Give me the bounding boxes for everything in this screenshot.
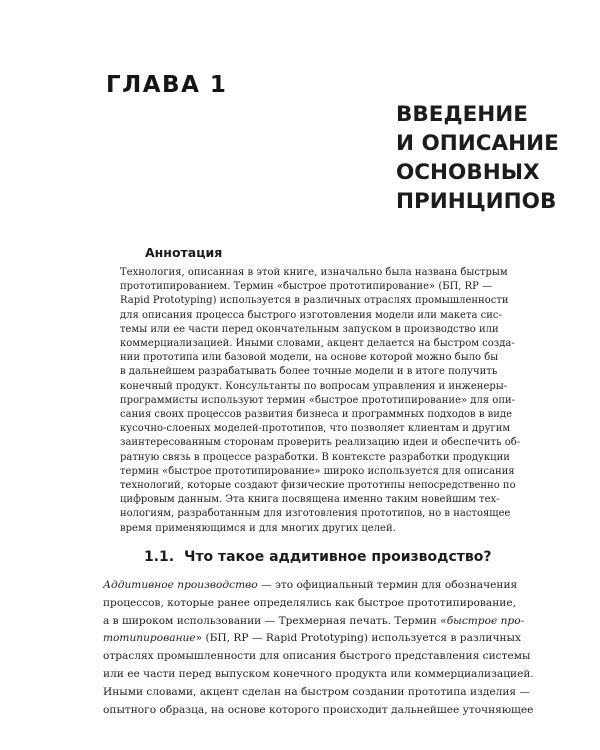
chapter-title — [396, 100, 559, 216]
abstract-line: заинтересованным сторонам проверить реализацию идеи и обеспечить об- — [120, 437, 521, 449]
section-line — [103, 577, 523, 595]
abstract-line: нологиям, разработанным для изготовления прототипов, но в настоящее — [120, 508, 511, 520]
abstract-line: технологий, которые создают физические прототипы непосредственно по — [120, 480, 516, 492]
term-italic: тотипирование — [103, 632, 196, 645]
abstract-line: кусочно-слоеных моделей-прототипов, что позволяет клиентам и другим — [120, 423, 511, 435]
section-line-text: или ее части перед выпуском конечного продукта или коммерциализацией. — [103, 667, 534, 680]
abstract-line: для описания процесса быстрого изготовления модели или макета сис- — [120, 309, 502, 321]
abstract-line: коммерциализацией. Иными словами, акцент делается на быстром созда- — [120, 338, 515, 350]
section-heading — [144, 549, 491, 565]
section-number: 1.1. — [144, 549, 175, 565]
abstract-line: конечный продукт. Консультанты по вопросам управления и инженеры- — [120, 380, 508, 392]
section-line-text: процессов, которые ранее определялись как быстрое прототипирование, — [103, 596, 516, 609]
section-line-text: » (БП, RP — Rapid Prototyping) используется в различных — [195, 632, 521, 645]
section-line-text: отраслях промышленности для описания быстрого представления системы — [103, 650, 531, 663]
section-line — [103, 666, 534, 684]
abstract-heading: Аннотация — [145, 245, 223, 260]
abstract-line: Rapid Prototyping) используется в различных отраслях промышленности — [120, 295, 509, 307]
abstract-body — [120, 266, 521, 536]
abstract-line: термин «быстрое прототипирование» широко используется для описания — [120, 465, 515, 477]
section-line — [103, 630, 523, 648]
term-italic: быстрое про- — [446, 614, 525, 627]
section-line-text: а в широком использовании — Трехмерная печать. Термин « — [103, 614, 447, 627]
abstract-line: в дальнейшем разрабатывать более точные модели и в итоге получить — [120, 366, 498, 378]
section-line-text: — это официальный термин для обозначения — [257, 579, 518, 591]
section-line — [103, 684, 531, 702]
abstract-line: прототипированием. Термин «быстрое прототипирование» (БП, RP — — [120, 281, 493, 293]
section-body — [103, 577, 534, 719]
term-italic: Аддитивное производство — [103, 579, 258, 591]
section-line — [103, 702, 534, 720]
chapter-title-line: И ОПИСАНИЕ — [396, 131, 559, 156]
chapter-title-line: ПРИНЦИПОВ — [396, 189, 557, 214]
section-line — [103, 648, 531, 666]
chapter-title-line: ВВЕДЕНИЕ — [396, 102, 528, 127]
section-line — [103, 595, 523, 613]
section-line-text: опытного образца, на основе которого происходит дальнейшее уточняющее — [103, 703, 534, 716]
chapter-label: ГЛАВА 1 — [106, 72, 228, 98]
abstract-line: ратную связь в процессе разработки. В контексте разработки продукции — [120, 451, 510, 463]
abstract-line: цифровым данным. Эта книга посвящена именно таким новейшим тех- — [120, 494, 500, 506]
abstract-line: Технология, описанная в этой книге, изначально была названа быстрым — [120, 267, 508, 278]
section-title: Что такое аддитивное производство? — [184, 549, 492, 565]
abstract-line: время применяющимся и для многих других целей. — [120, 522, 396, 534]
abstract-line: программисты используют термин «быстрое прототипирование» для опи- — [120, 394, 516, 406]
chapter-title-line: ОСНОВНЫХ — [396, 160, 540, 185]
abstract-line: сания своих процессов развития бизнеса и программных подходов в виде — [120, 409, 513, 421]
section-line — [103, 613, 523, 631]
section-line-text: Иными словами, акцент сделан на быстром создании прототипа изделия — — [103, 685, 531, 698]
abstract-line: темы или ее части перед окончательным запуском в производство или — [120, 323, 499, 335]
abstract-line: нии прототипа или базовой модели, на основе которой можно было бы — [120, 352, 499, 364]
